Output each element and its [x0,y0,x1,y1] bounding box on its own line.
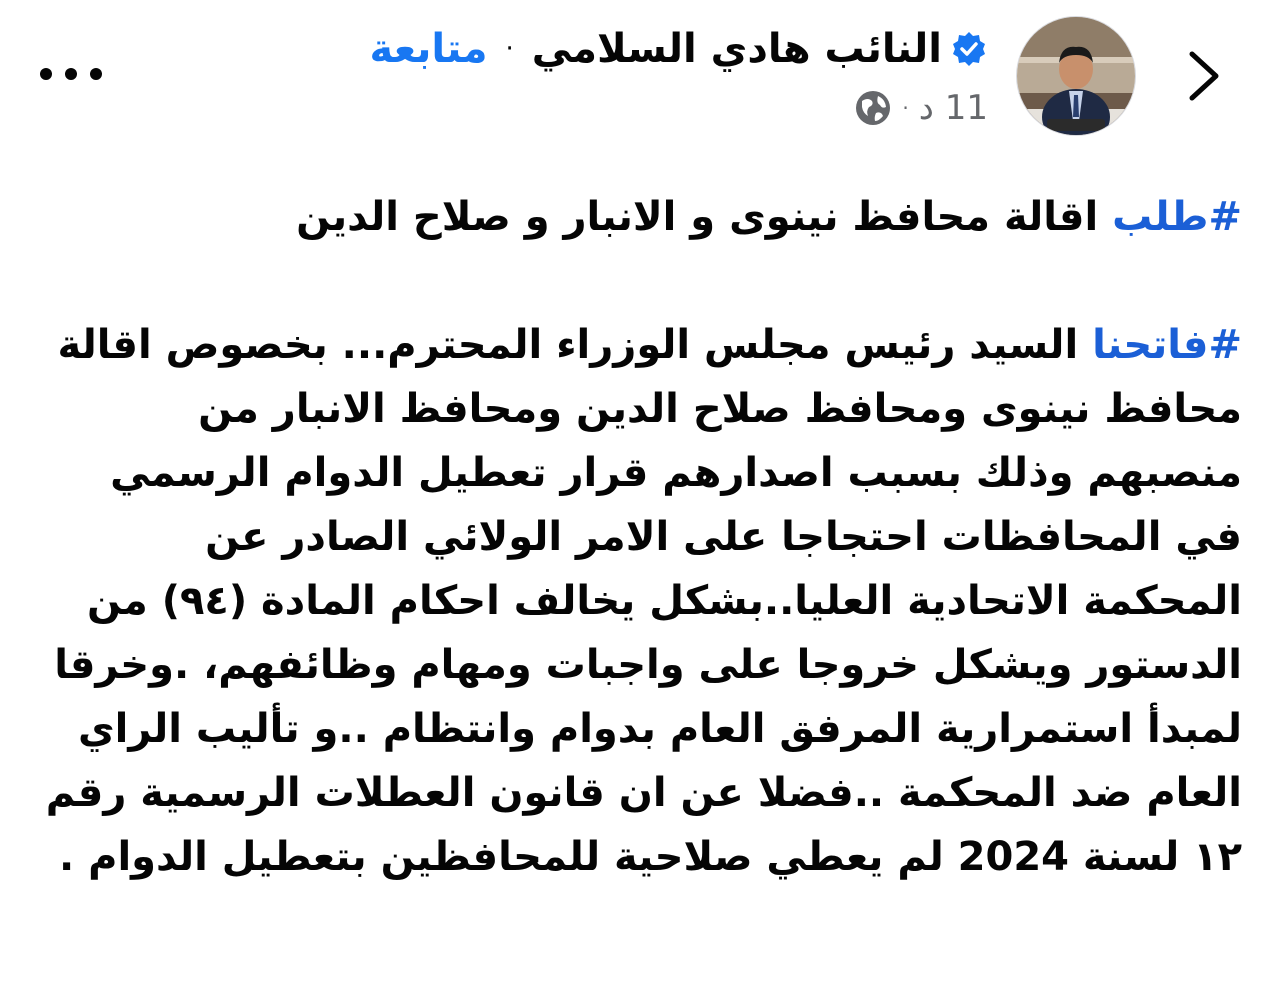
name-separator: · [505,34,514,64]
post-meta [854,84,988,132]
post-time[interactable]: 11 د [918,88,988,128]
meta-separator: · [902,96,909,120]
post-paragraph [42,313,1242,889]
verified-badge-icon [950,30,988,68]
post-title [42,185,1242,249]
more-horizontal-icon [36,56,106,92]
author-avatar[interactable] [1016,16,1136,136]
hashtag-link[interactable]: #فاتحنا [1092,322,1242,368]
avatar-image [1017,17,1135,135]
chevron-right-icon [1178,48,1228,104]
more-options-button[interactable] [36,56,106,92]
post-text [42,185,1242,889]
back-button[interactable] [1178,48,1228,104]
follow-button[interactable]: متابعة [369,26,488,72]
globe-icon [854,89,892,127]
post-title-text: اقالة محافظ نينوى و الانبار و صلاح الدين [296,194,1113,240]
post-paragraph-text: السيد رئيس مجلس الوزراء المحترم... بخصوص اقالة محافظ نينوى ومحافظ صلاح الدين ومحافظ الانبار من منصبهم وذلك بسبب اصدارهم قرار تعطيل الدوام الرسمي في المحافظات احتجاجا على الامر الولائي الصادر عن المحكمة الاتحادية العليا..بشكل يخالف احكام المادة (٩٤) من الدستور ويشكل خروجا على واجبات ومهام وظائفهم، .وخرقا لمبدأ استمرارية المرفق العام بدوام وانتظام ..و تأليب الراي العام ضد المحكمة ..فضلا عن ان قانون العطلات الرسمية رقم ١٢ لسنة 2024 لم يعطي صلاحية للمحافظين بتعطيل الدوام . [45,322,1242,880]
hashtag-link[interactable]: #طلب [1112,194,1242,240]
author-row [369,18,988,80]
author-name[interactable]: النائب هادي السلامي [531,26,942,72]
post-header [0,0,1280,150]
